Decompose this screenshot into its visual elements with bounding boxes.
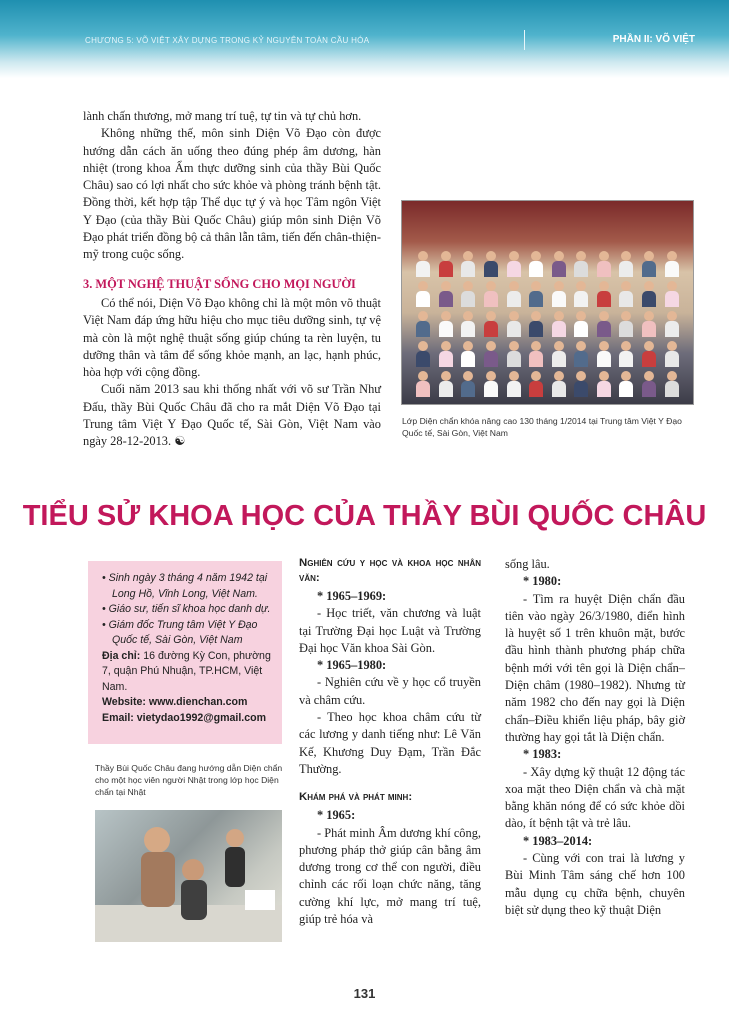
photo-person — [552, 341, 566, 367]
website-value: www.dienchan.com — [148, 696, 248, 708]
paragraph: - Cùng với con trai là lương y Bùi Minh Tâm sáng chế hơn 100 mẫu dụng cụ chữa bệnh, chuyên biệt sử dụng theo kỹ thuật Diện — [505, 851, 685, 917]
photo-person — [642, 251, 656, 277]
info-bullet: • Giám đốc Trung tâm Việt Y Đạo Quốc tế, Sài Gòn, Việt Nam — [102, 618, 272, 649]
photo-crowd-row — [412, 281, 683, 307]
info-box — [88, 561, 282, 744]
photo-person — [665, 251, 679, 277]
photo-person — [619, 341, 633, 367]
year-label: * 1980: — [523, 574, 562, 589]
photo-caption: Thầy Bùi Quốc Châu đang hướng dẫn Diện chẩn cho một học viên người Nhật trong lớp học Diện chẩn tại Nhật — [95, 763, 283, 797]
photo-person — [529, 371, 543, 397]
photo-person — [597, 341, 611, 367]
photo-person — [416, 341, 430, 367]
photo-person — [507, 341, 521, 367]
photo-person — [665, 341, 679, 367]
photo-person — [574, 311, 588, 337]
column-heading: Khám phá và phát minh: — [299, 791, 413, 804]
photo-person — [439, 371, 453, 397]
photo-person — [597, 311, 611, 337]
photo-person — [416, 311, 430, 337]
photo-person — [484, 341, 498, 367]
paragraph: - Phát minh Âm dương khí công, phương pháp thở giúp cân bằng âm dương trong cơ thể con người, điều chỉnh các rối loạn chức năng, tăng cường khí lực, mở mang trí tuệ, giúp trẻ hóa và — [299, 825, 481, 927]
photo-person — [574, 251, 588, 277]
photo-person — [461, 281, 475, 307]
address — [102, 649, 272, 696]
page-header — [0, 0, 729, 78]
photo-person — [529, 281, 543, 307]
photo-person — [552, 281, 566, 307]
photo-person — [461, 371, 475, 397]
photo-person — [529, 341, 543, 367]
photo-person — [597, 371, 611, 397]
photo-caption: Lớp Diện chẩn khóa nâng cao 130 tháng 1/2014 tại Trung tâm Việt Y Đạo Quốc tế, Sài Gòn, Việt Nam — [402, 416, 682, 438]
photo-person — [484, 371, 498, 397]
header-divider — [524, 30, 525, 50]
photo-person — [665, 311, 679, 337]
paragraph: sống lâu. — [505, 557, 550, 571]
photo-person — [619, 281, 633, 307]
photo-person — [574, 281, 588, 307]
photo-person — [665, 371, 679, 397]
paragraph: - Tìm ra huyệt Diện chẩn đầu tiên vào ngày 26/3/1980, điển hình là huyệt số 1 trên khuôn mặt, bước đầu hình thành phương pháp chữa bệnh mới với tên gọi là Diện chẩn–Diện châm (1980–1982). Nhưng từ năm 1982 cho đến nay gọi là Diện chẩn–Điều khiển liệu pháp, bây giờ thường hay gọi tắt là Diện chẩn. — [505, 591, 685, 744]
photo-person — [529, 311, 543, 337]
photo-person — [642, 371, 656, 397]
text-column-3 — [505, 556, 685, 919]
photo-person — [461, 341, 475, 367]
photo-person — [574, 341, 588, 367]
year-label: * 1965–1980: — [317, 658, 387, 673]
photo-person — [665, 281, 679, 307]
teaching-photo-illustration — [95, 810, 282, 942]
info-bullet: • Sinh ngày 3 tháng 4 năm 1942 tại Long Hồ, Vĩnh Long, Việt Nam. — [102, 571, 272, 602]
year-label: * 1983–2014: — [523, 833, 593, 848]
email-label: Email: — [102, 711, 134, 724]
photo-person — [642, 281, 656, 307]
paragraph: - Xây dựng kỹ thuật 12 động tác xoa mặt theo Diện chẩn và chà mặt bằng khăn nóng để có sức khỏe dồi dào, ít bệnh tật và trẻ lâu. — [505, 764, 685, 831]
website — [102, 695, 272, 711]
chapter-title: CHƯƠNG 5: VÕ VIỆT XÂY DỰNG TRONG KỶ NGUYÊN TOÀN CẦU HÓA — [85, 36, 370, 45]
paragraph: Không những thế, môn sinh Diện Võ Đạo còn được hướng dẫn cách ăn uống theo đúng phép âm dương, hàn nhiệt (trong khoa Ẩm thực dưỡng sinh của thầy Bùi Quốc Châu) sao có lợi nhất cho sức khỏe và phòng tránh bệnh tật. Đồng thời, kết hợp tập Thể dục tự ý và học Tâm ngôn Việt Y Đạo (của thầy Bùi Quốc Châu) giúp môn sinh Diện Võ Đạo phát triển đồng bộ cả thân lẫn tâm, tiến đến chân-thiện-mỹ trong cuộc sống. — [83, 126, 381, 262]
photo-person — [642, 341, 656, 367]
page-number: 131 — [353, 986, 376, 1001]
photo-person — [597, 281, 611, 307]
photo-person — [484, 311, 498, 337]
photo-person — [507, 281, 521, 307]
top-text-column — [83, 108, 381, 451]
photo-person — [461, 251, 475, 277]
photo-person — [529, 251, 543, 277]
photo-crowd-row — [412, 251, 683, 277]
photo-person — [484, 281, 498, 307]
photo-person — [416, 371, 430, 397]
column-heading: Nghiên cứu y học và khoa học nhân văn: — [299, 557, 481, 584]
photo-person — [552, 371, 566, 397]
photo-person — [642, 311, 656, 337]
section-heading: 3. MỘT NGHỆ THUẬT SỐNG CHO MỌI NGƯỜI — [83, 276, 356, 291]
photo-person — [507, 251, 521, 277]
photo-person — [439, 311, 453, 337]
photo-person — [416, 281, 430, 307]
address-value: 16 đường Kỳ Con, phường 7, quận Phú Nhuận, TP.HCM, Việt Nam. — [102, 649, 271, 693]
photo-person — [507, 371, 521, 397]
main-title: TIỂU SỬ KHOA HỌC CỦA THẦY BÙI QUỐC CHÂU — [22, 500, 707, 532]
paragraph: Cuối năm 2013 sau khi thống nhất với võ sư Trần Như Đấu, thầy Bùi Quốc Châu đã cho ra mắt Diện Võ Đạo tại Trung tâm Việt Y Đạo Quốc tế, Sài Gòn, Việt Nam vào ngày 28-12-2013. ☯ — [83, 382, 381, 449]
photo-person — [552, 311, 566, 337]
photo-person — [619, 371, 633, 397]
photo-person — [439, 341, 453, 367]
photo-person — [574, 371, 588, 397]
photo-person — [439, 281, 453, 307]
photo-person — [619, 251, 633, 277]
photo-person — [484, 251, 498, 277]
address-label: Địa chỉ: — [102, 649, 141, 662]
teaching-photo — [95, 810, 282, 942]
photo-person — [597, 251, 611, 277]
email-value: vietydao1992@gmail.com — [136, 711, 267, 724]
photo-person — [461, 311, 475, 337]
photo-crowd-row — [412, 371, 683, 397]
paragraph: - Học triết, văn chương và luật tại Trường Đại học Luật và Trường Đại học Văn khoa Sài Gòn. — [299, 606, 481, 655]
text-column-2 — [299, 556, 481, 928]
photo-person — [416, 251, 430, 277]
paragraph: Có thể nói, Diện Võ Đạo không chỉ là một môn võ thuật Việt Nam đáp ứng hữu hiệu cho mục tiêu dưỡng sinh, tự vệ mà còn là một nghệ thuật sống giúp chúng ta rèn luyện, tu dưỡng thân và tâm để sống khỏe mạnh, an lạc, hạnh phúc, hòa hợp với cộng đồng. — [83, 295, 381, 380]
photo-person — [439, 251, 453, 277]
email — [102, 711, 272, 727]
info-bullet: • Giáo sư, tiến sĩ khoa học danh dự. — [102, 602, 272, 618]
photo-person — [507, 311, 521, 337]
year-label: * 1965–1969: — [317, 589, 387, 603]
paragraph: lành chấn thương, mở mang trí tuệ, tự tin và tự chủ hơn. — [83, 109, 362, 123]
part-title: PHẦN II: VÕ VIỆT — [612, 34, 695, 45]
year-label: * 1965: — [317, 808, 356, 823]
photo-crowd-row — [412, 341, 683, 367]
photo-crowd-row — [412, 311, 683, 337]
paragraph: - Theo học khoa châm cứu từ các lương y danh tiếng như: Lê Văn Kế, Khương Duy Đạm, Trần Đắc Thường. — [299, 710, 481, 776]
photo-person — [619, 311, 633, 337]
website-label: Website: — [102, 696, 146, 708]
group-photo — [401, 200, 694, 405]
photo-person — [552, 251, 566, 277]
paragraph: - Nghiên cứu về y học cổ truyền và châm cứu. — [299, 675, 481, 707]
year-label: * 1983: — [523, 747, 562, 762]
